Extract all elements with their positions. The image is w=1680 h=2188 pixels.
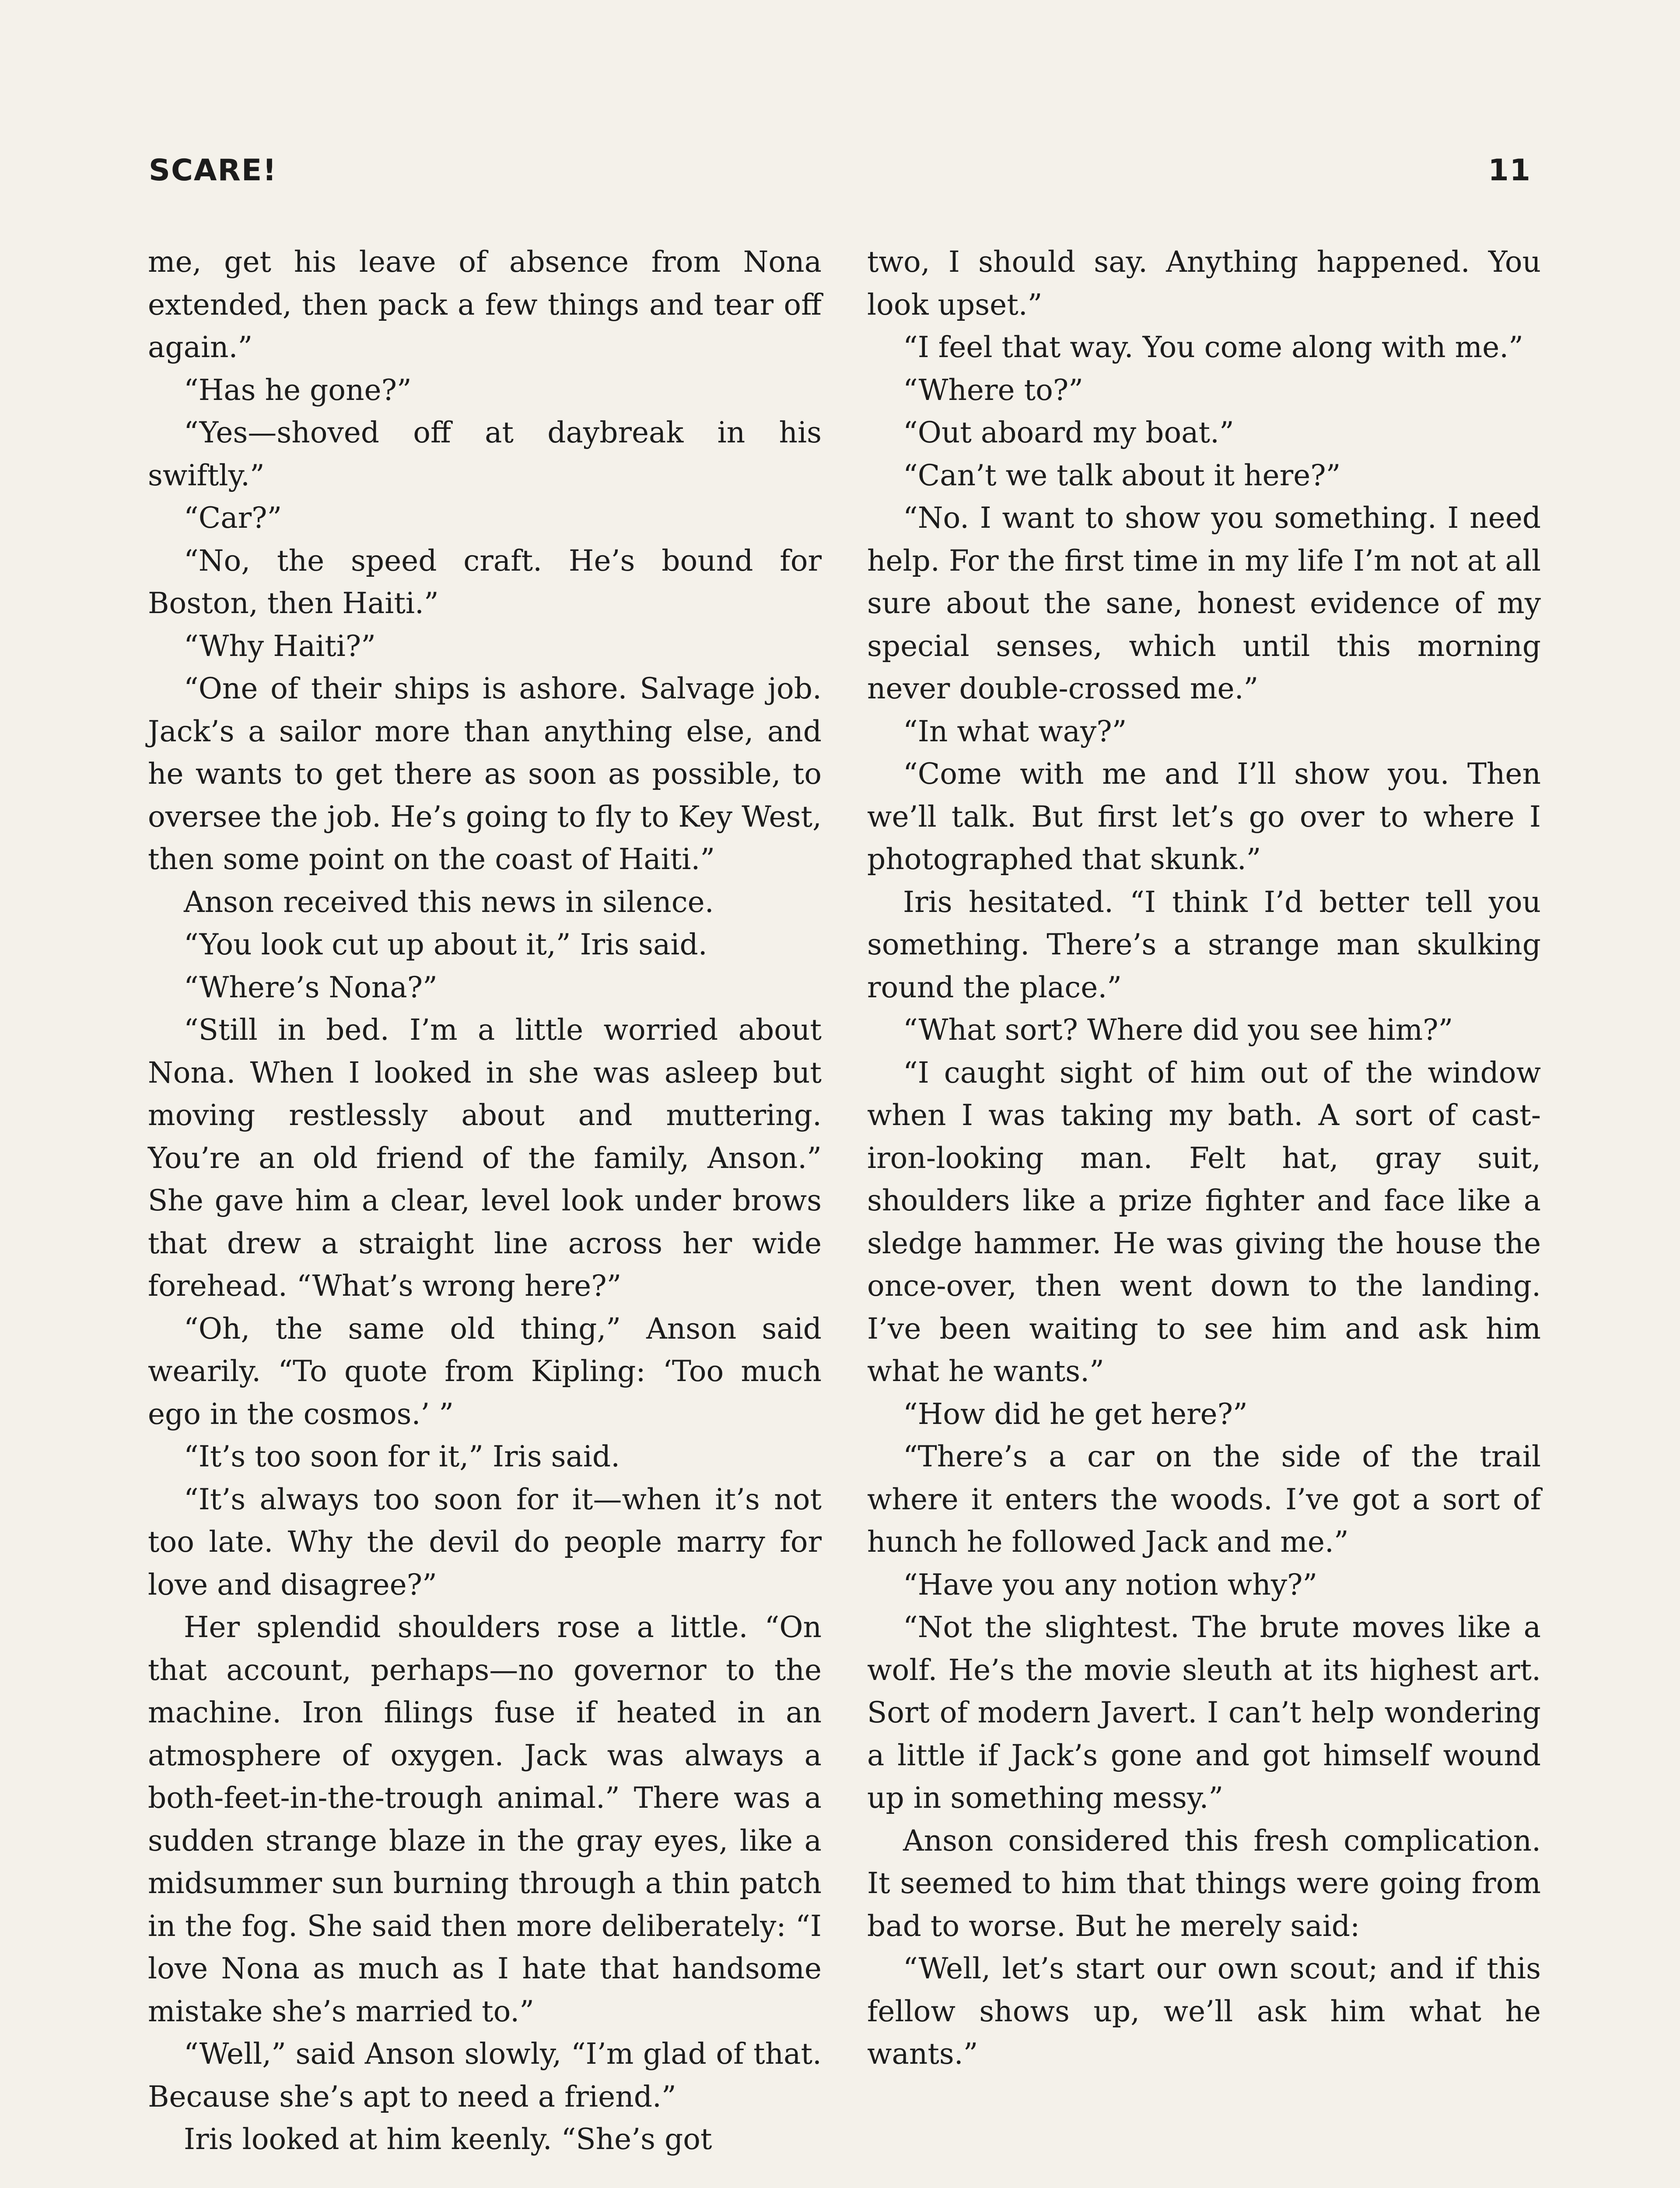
paragraph: two, I should say. Anything happened. You look upset.” — [867, 245, 1541, 322]
paragraph: “It’s too soon for it,” Iris said. — [184, 1440, 620, 1473]
paragraph: “Has he gone?” — [184, 373, 412, 407]
paragraph: “No. I want to show you something. I need help. For the first time in my life I’m not at all sure about the sane, honest evidence of my special senses, which until this morning never double-crossed me.” — [867, 501, 1541, 705]
paragraph: “I caught sight of him out of the window when I was taking my bath. A sort of cast-iron-looking man. Felt hat, gray suit, shoulders like a prize fighter and face like a sledge hammer. He was giving the house the once-over, then went down to the landing. I’ve been waiting to see him and ask him what he wants.” — [867, 1055, 1541, 1388]
paragraph: “How did he get here?” — [903, 1397, 1248, 1431]
paragraph: “Oh, the same old thing,” Anson said wearily. “To quote from Kipling: ‘Too much ego in the cosmos.’ ” — [148, 1311, 822, 1431]
paragraph: “No, the speed craft. He’s bound for Boston, then Haiti.” — [148, 543, 822, 620]
paragraph: “Still in bed. I’m a little worried about Nona. When I looked in she was asleep but moving restlessly about and muttering. You’re an old friend of the family, Anson.” She gave him a clear, level look under brows that drew a straight line across her wide forehead. “What’s wrong here?” — [148, 1013, 822, 1303]
paragraph: “Car?” — [184, 501, 282, 535]
paragraph: “Well, let’s start our own scout; and if this fellow shows up, we’ll ask him what he wants.” — [867, 1952, 1541, 2071]
paragraph: Her splendid shoulders rose a little. “On that account, perhaps—no governor to the machine. Iron filings fuse if heated in an atmosphere of oxygen. Jack was always a both-feet-in-the-trough animal.” There was a sudden strange blaze in the gray eyes, like a midsummer sun burning through a thin patch in the fog. She said then more deliberately: “I love Nona as much as I hate that handsome mistake she’s married to.” — [148, 1610, 822, 2028]
paragraph: Anson considered this fresh complication. It seemed to him that things were going from bad to worse. But he merely said: — [867, 1823, 1541, 1943]
paragraph: “Out aboard my boat.” — [903, 416, 1234, 449]
paragraph: “There’s a car on the side of the trail where it enters the woods. I’ve got a sort of hunch he followed Jack and me.” — [867, 1440, 1541, 1559]
page-number: 11 — [1488, 153, 1531, 188]
paragraph: “What sort? Where did you see him?” — [903, 1013, 1453, 1047]
paragraph: Iris looked at him keenly. “She’s got — [184, 2122, 712, 2156]
paragraph: “Can’t we talk about it here?” — [903, 458, 1341, 492]
paragraph: “Where to?” — [903, 373, 1083, 407]
paragraph: Iris hesitated. “I think I’d better tell you something. There’s a strange man skulking round the place.” — [867, 885, 1541, 1004]
paragraph: “Where’s Nona?” — [184, 970, 438, 1004]
paragraph: “Have you any notion why?” — [903, 1567, 1318, 1602]
paragraph: “In what way?” — [903, 714, 1127, 748]
paragraph: Anson received this news in silence. — [184, 885, 714, 919]
paragraph: “Well,” said Anson slowly, “I’m glad of that. Because she’s apt to need a friend.” — [148, 2037, 822, 2114]
paragraph: “It’s always too soon for it—when it’s not too late. Why the devil do people marry for love and disagree?” — [148, 1482, 822, 1602]
paragraph: “Why Haiti?” — [184, 629, 376, 663]
paragraph: “You look cut up about it,” Iris said. — [184, 928, 707, 961]
paragraph: “One of their ships is ashore. Salvage job. Jack’s a sailor more than anything else, and he wants to get there as soon as possible, to oversee the job. He’s going to fly to Key West, then some point on the coast of Haiti.” — [148, 672, 822, 876]
text-column-left — [148, 241, 822, 2161]
paragraph: “Yes—shoved off at daybreak in his swiftly.” — [148, 416, 822, 492]
paragraph: me, get his leave of absence from Nona extended, then pack a few things and tear off again.” — [148, 245, 822, 364]
running-header — [149, 153, 1531, 193]
paragraph: “Not the slightest. The brute moves like a wolf. He’s the movie sleuth at its highest art. Sort of modern Javert. I can’t help wondering a little if Jack’s gone and got himself wound up in something messy.” — [867, 1610, 1541, 1815]
paragraph: “I feel that way. You come along with me.” — [903, 330, 1523, 364]
text-column-right — [867, 241, 1541, 2076]
paragraph: “Come with me and I’ll show you. Then we’ll talk. But first let’s go over to where I photographed that skunk.” — [867, 757, 1541, 876]
running-title: SCARE! — [149, 153, 277, 188]
